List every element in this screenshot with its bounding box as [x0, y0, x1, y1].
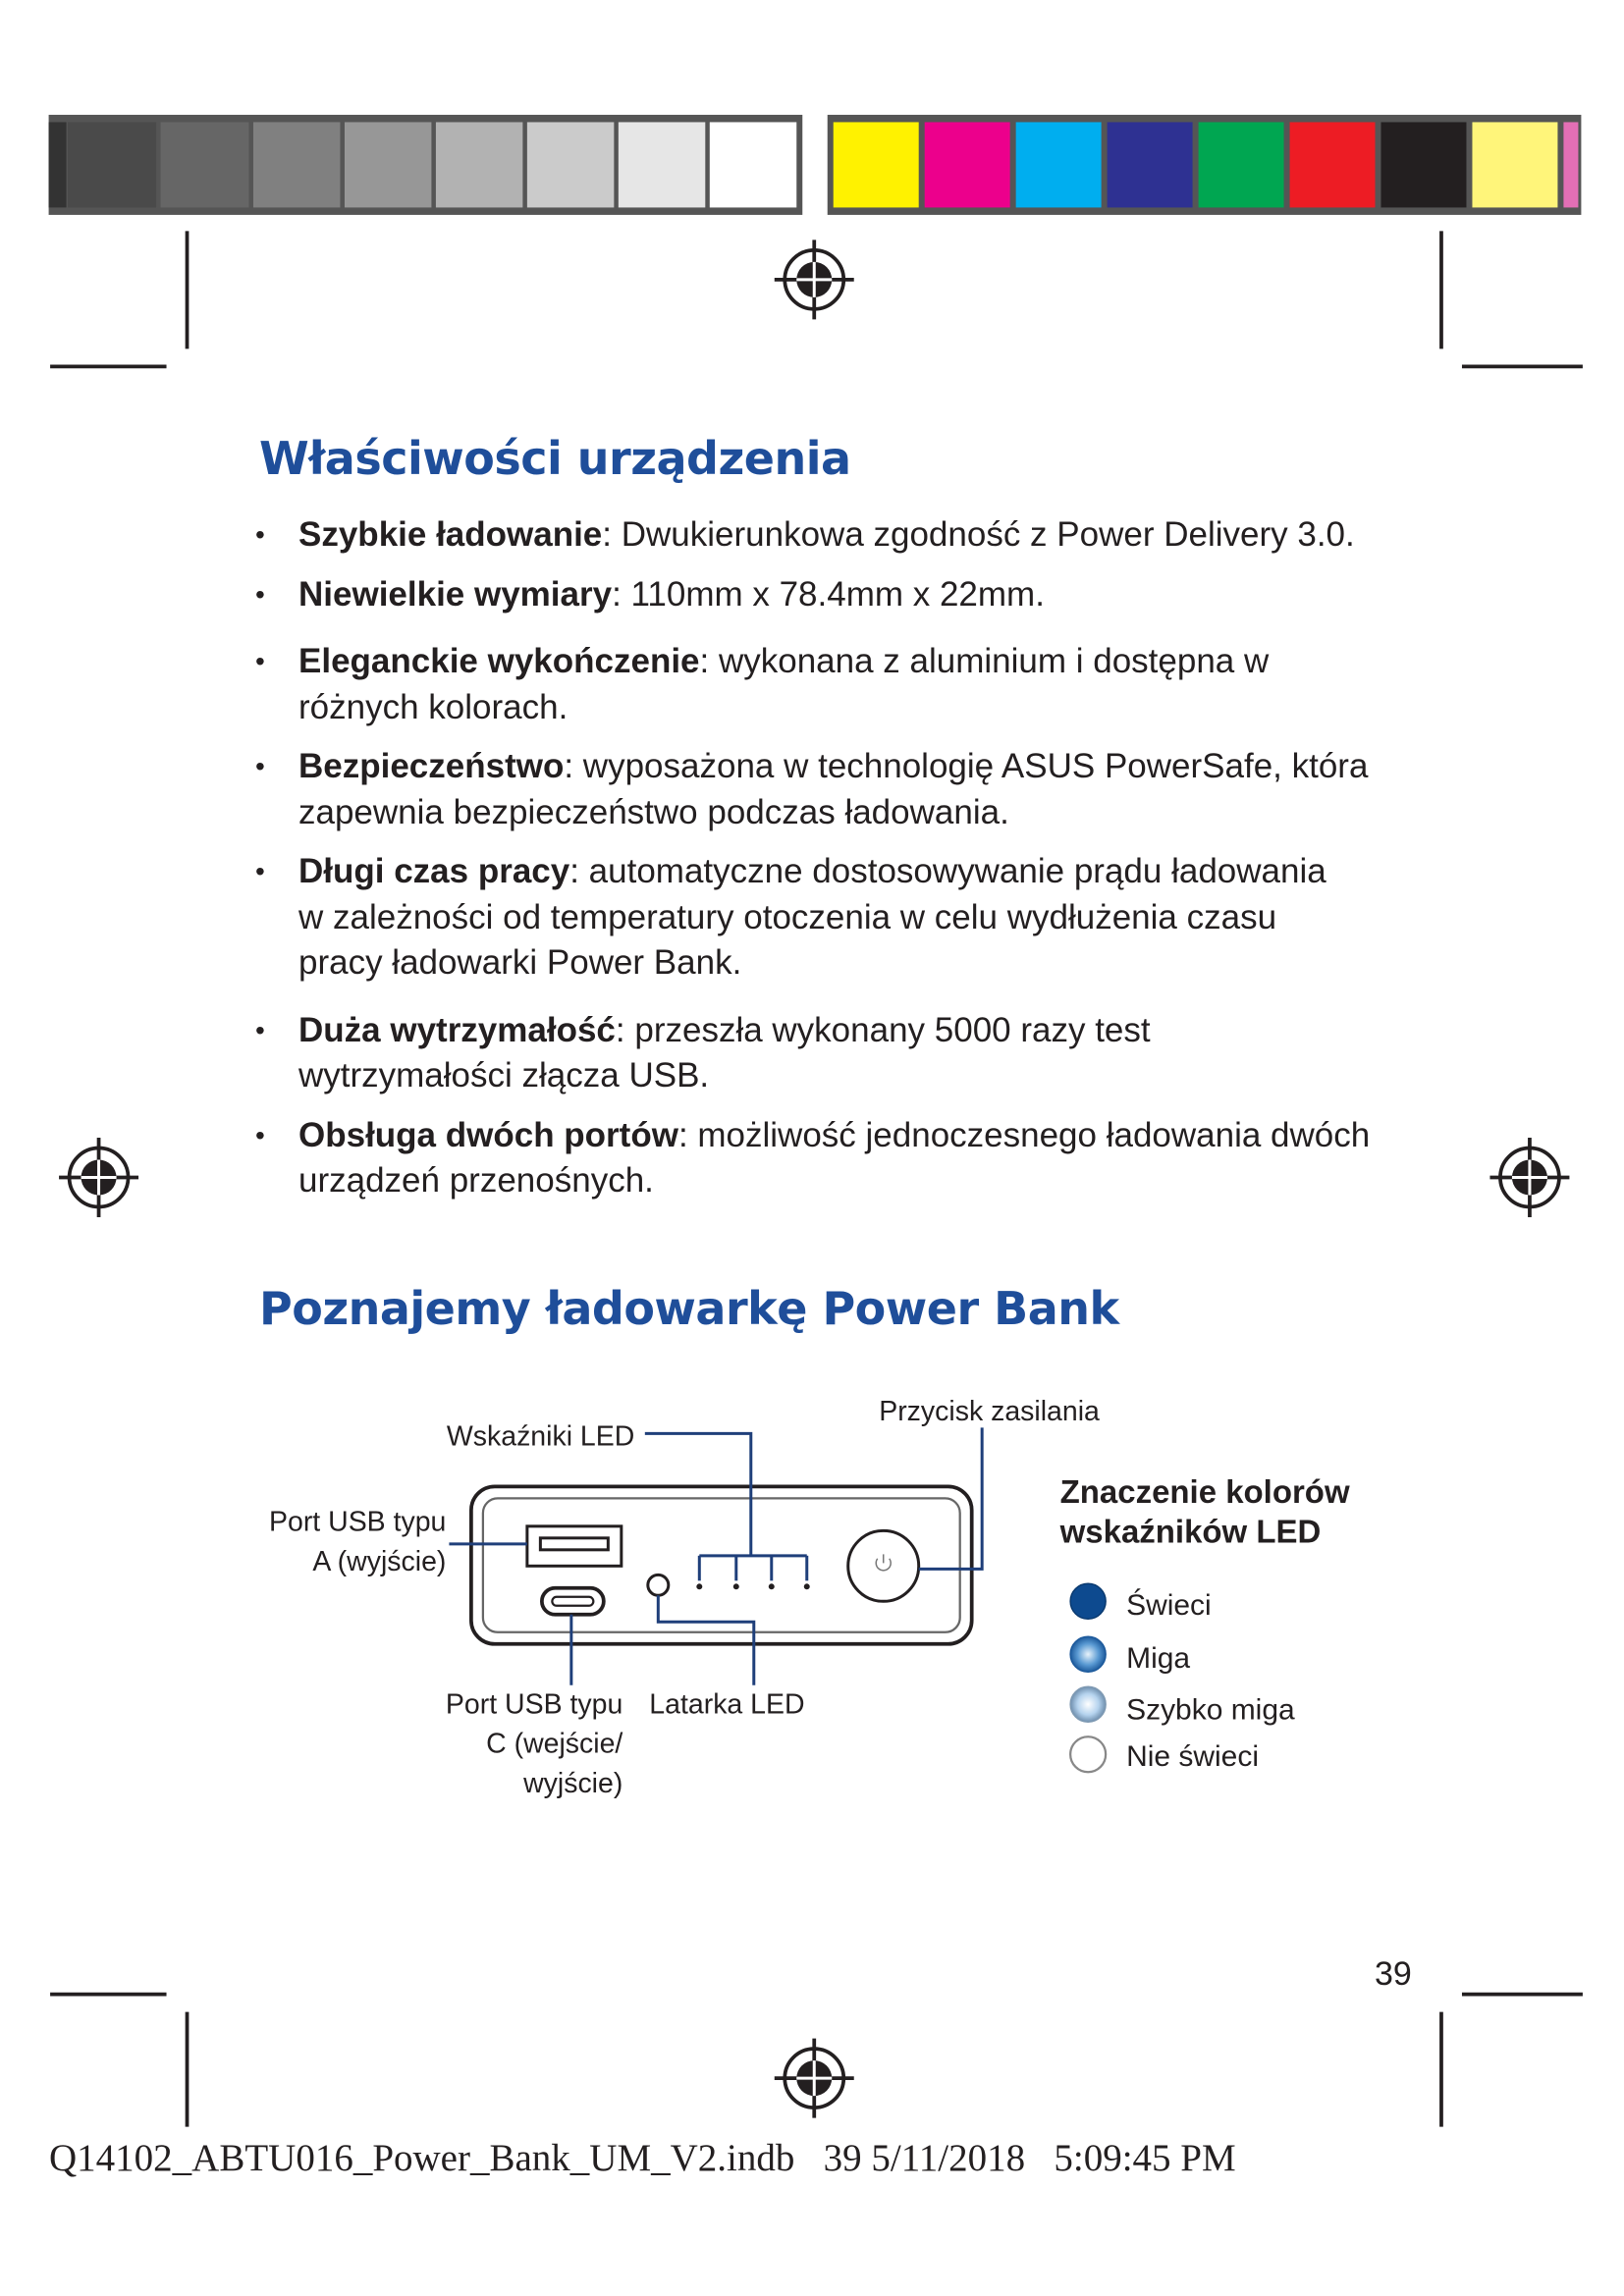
feature-term: Obsługa dwóch portów [298, 1115, 678, 1154]
feature-item [255, 1113, 1394, 1204]
feature-line [298, 1158, 1394, 1204]
led-blink-icon [1070, 1636, 1106, 1672]
color-bar [828, 115, 1582, 215]
label-usb-a-2: A (wyjście) [312, 1545, 447, 1577]
led-off-icon [1070, 1736, 1106, 1772]
label-flashlight: Latarka LED [649, 1688, 805, 1721]
legend-item: Szybko miga [1126, 1693, 1295, 1727]
feature-term: Długi czas pracy [298, 852, 570, 890]
led-on-icon [1070, 1583, 1106, 1619]
feature-item [255, 849, 1394, 987]
flashlight-led [648, 1575, 669, 1595]
feature-line [298, 1113, 1394, 1159]
feature-text: : przeszła wykonany 5000 razy test [615, 1010, 1151, 1049]
feature-line [298, 940, 1394, 987]
feature-text: : możliwość jednoczesnego ładowania dwóch [677, 1115, 1371, 1154]
feature-text: pracy ładowarki Power Bank. [298, 943, 742, 982]
feature-line [298, 512, 1394, 559]
bullet-icon: • [255, 1119, 265, 1150]
feature-line [298, 639, 1394, 685]
feature-term: Eleganckie wykończenie [298, 642, 700, 680]
feature-text: wytrzymałości złącza USB. [298, 1056, 710, 1095]
power-bank-diagram [449, 1427, 982, 1684]
bullet-icon: • [255, 751, 265, 781]
feature-line [298, 849, 1394, 895]
bullet-icon: • [255, 519, 265, 550]
feature-line [298, 744, 1394, 790]
feature-term: Szybkie ładowanie [298, 515, 603, 554]
led-fast-blink-icon [1070, 1686, 1106, 1722]
feature-line [298, 1008, 1394, 1054]
feature-line [298, 895, 1394, 941]
label-usb-c-1: Port USB typu [445, 1688, 623, 1721]
feature-term: Niewielkie wymiary [298, 574, 613, 614]
power-button [848, 1530, 919, 1601]
legend-title-2: wskaźników LED [1059, 1513, 1322, 1550]
registration-mark-icon [1489, 1138, 1569, 1217]
diagram-labels [269, 1396, 1100, 1799]
feature-line [298, 572, 1394, 618]
feature-text: : Dwukierunkowa zgodność z Power Delivery 3.0. [602, 515, 1355, 554]
led-indicators [699, 1556, 806, 1580]
feature-line [298, 685, 1394, 731]
label-usb-a-1: Port USB typu [269, 1506, 447, 1538]
feature-text: : automatyczne dostosowywanie prądu ładowania [569, 852, 1326, 890]
legend-title-1: Znaczenie kolorów [1059, 1472, 1350, 1510]
feature-text: : wyposażona w technologię ASUS PowerSafe, która [564, 747, 1369, 785]
feature-line [298, 790, 1394, 836]
feature-text: zapewnia bezpieczeństwo podczas ładowania. [298, 792, 1009, 831]
bullet-icon: • [255, 856, 265, 886]
bullet-icon: • [255, 578, 265, 610]
feature-text: : wykonana z aluminium i dostępna w [699, 642, 1270, 680]
bullet-icon: • [255, 1014, 265, 1045]
label-led-indicators: Wskaźniki LED [446, 1420, 635, 1453]
legend-item: Świeci [1126, 1588, 1212, 1622]
registration-mark-icon [775, 2039, 854, 2118]
feature-item [255, 744, 1394, 835]
page-number: 39 [1375, 1955, 1412, 1993]
feature-term: Bezpieczeństwo [298, 747, 565, 785]
feature-text: różnych kolorach. [298, 687, 568, 726]
legend-item: Miga [1126, 1641, 1191, 1675]
section-title-overview: Poznajemy ładowarkę Power Bank [259, 1282, 1119, 1335]
feature-item [255, 512, 1394, 559]
feature-text: : 110mm x 78.4mm x 22mm. [612, 574, 1045, 614]
feature-item [255, 572, 1394, 618]
feature-text: w zależności od temperatury otoczenia w celu wydłużenia czasu [298, 897, 1277, 936]
print-footer: Q14102_ABTU016_Power_Bank_UM_V2.indb 39 5/11/2018 5:09:45 PM [49, 2137, 1236, 2179]
feature-term: Duża wytrzymałość [298, 1010, 616, 1049]
feature-list [255, 512, 1394, 1218]
feature-item [255, 1008, 1394, 1099]
registration-mark-icon [775, 240, 854, 319]
label-usb-c-2: C (wejście/ [486, 1728, 623, 1760]
section-title-features: Właściwości urządzenia [259, 432, 851, 485]
label-usb-c-3: wyjście) [523, 1768, 623, 1800]
feature-line [298, 1053, 1394, 1099]
legend-item: Nie świeci [1126, 1740, 1260, 1774]
feature-text: urządzeń przenośnych. [298, 1161, 654, 1200]
grayscale-bar [49, 115, 803, 215]
feature-item [255, 639, 1394, 730]
bullet-icon: • [255, 646, 265, 676]
registration-mark-icon [59, 1138, 138, 1217]
power-icon [876, 1554, 891, 1570]
label-power-button: Przycisk zasilania [879, 1395, 1100, 1427]
led-legend [1059, 1473, 1350, 1773]
